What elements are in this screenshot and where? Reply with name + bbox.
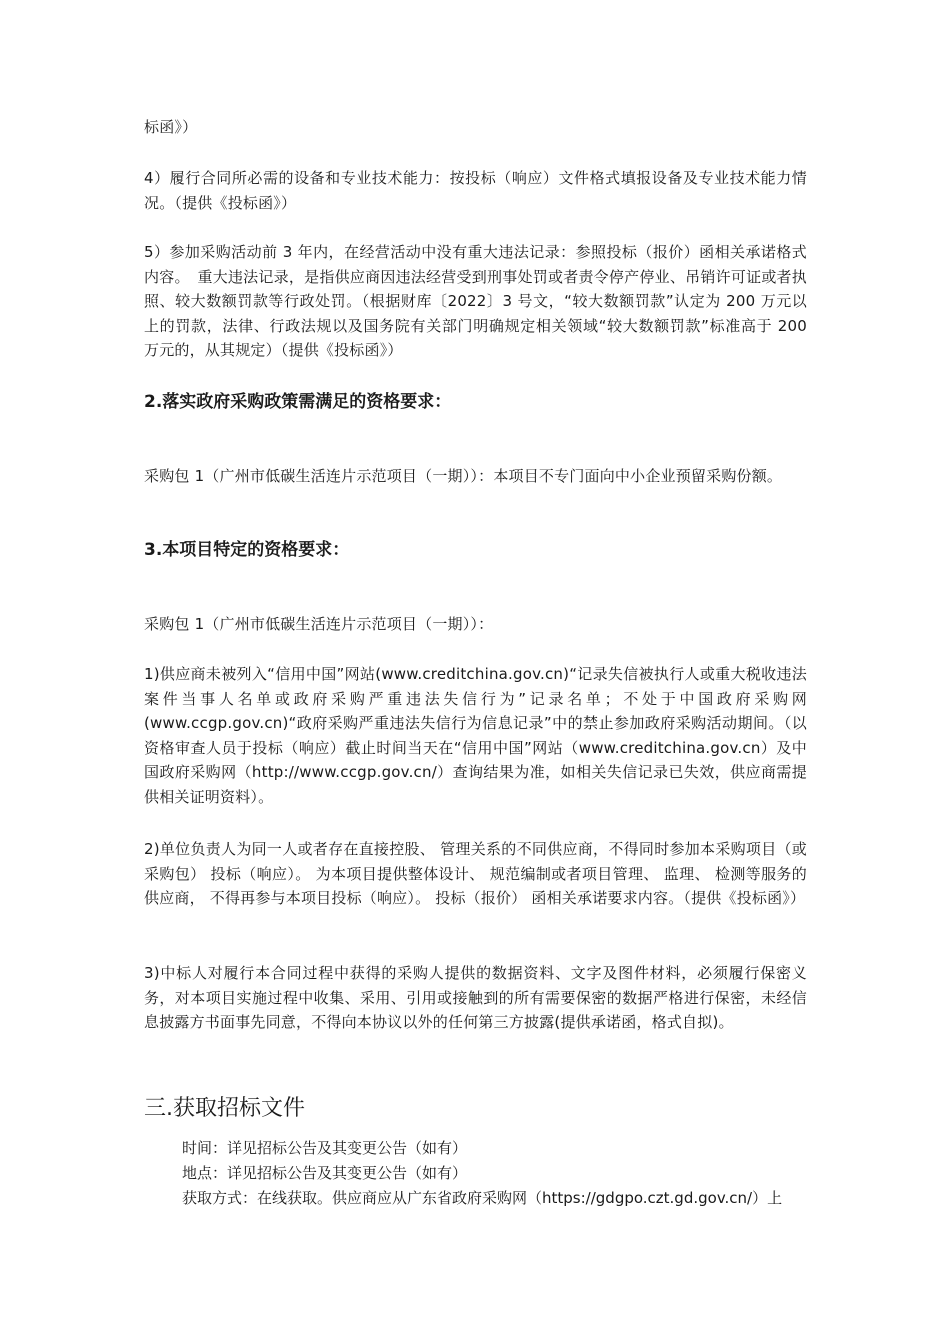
obtain-time: 时间：详见招标公告及其变更公告（如有） <box>182 1139 468 1157</box>
obtain-place: 地点：详见招标公告及其变更公告（如有） <box>182 1164 468 1182</box>
paragraph-item-4: 4）履行合同所必需的设备和专业技术能力：按投标（响应）文件格式填报设备及专业技术能力情况。（提供《投标函》） <box>144 169 807 212</box>
paragraph-requirement-1: 1)供应商未被列入“信用中国”网站(www.creditchina.gov.cn)“记录失信被执行人或重大税收违法案件当事人名单或政府采购严重违法失信行为”记录名单；不处于中国政府采购网(www.ccgp.gov.cn)“政府采购严重违法失信行为信息记录”中的禁止参加政府采购活动期间。（以资格审查人员于投标（响应）截止时间当天在“信用中国”网站（www.creditchina.gov.cn）及中国政府采购网（http://www.ccgp.gov.cn/）查询结果为准，如相关失信记录已失效，供应商需提供相关证明资料）。 <box>144 665 807 806</box>
heading-specific-requirements: 3.本项目特定的资格要求： <box>144 540 350 560</box>
paragraph-requirement-2: 2)单位负责人为同一人或者存在直接控股、 管理关系的不同供应商，不得同时参加本采购项目（或采购包） 投标（响应）。 为本项目提供整体设计、 规范编制或者项目管理、 监理、 检测等服务的供应商， 不得再参与本项目投标（响应）。 投标（报价） 函相关承诺要求内容。（提供《投标函》） <box>144 840 807 907</box>
paragraph-package1-specific: 采购包 1（广州市低碳生活连片示范项目（一期））： <box>144 615 494 633</box>
paragraph-requirement-3: 3)中标人对履行本合同过程中获得的采购人提供的数据资料、文字及图件材料，必须履行保密义务，对本项目实施过程中收集、采用、引用或接触到的所有需要保密的数据严格进行保密，未经信息披露方书面事先同意，不得向本协议以外的任何第三方披露(提供承诺函，格式自拟)。 <box>144 964 807 1031</box>
paragraph-package1-policy: 采购包 1（广州市低碳生活连片示范项目（一期））：本项目不专门面向中小企业预留采购份额。 <box>144 467 783 485</box>
paragraph-continuation: 标函》） <box>144 118 198 136</box>
obtain-method: 获取方式：在线获取。供应商应从广东省政府采购网（https://gdgpo.czt.gd.gov.cn/）上 <box>182 1189 783 1207</box>
paragraph-item-5: 5）参加采购活动前 3 年内，在经营活动中没有重大违法记录：参照投标（报价）函相关承诺格式内容。 重大违法记录，是指供应商因违法经营受到刑事处罚或者责令停产停业、吊销许可证或者执照、较大数额罚款等行政处罚。（根据财库〔2022〕3 号文，“较大数额罚款”认定为 200 万元以上的罚款，法律、行政法规以及国务院有关部门明确规定相关领域“较大数额罚款”标准高于 200 万元的，从其规定）（提供《投标函》） <box>144 243 807 359</box>
heading-policy-requirements: 2.落实政府采购政策需满足的资格要求： <box>144 392 452 412</box>
section-heading-obtain-documents: 三.获取招标文件 <box>144 1096 305 1121</box>
